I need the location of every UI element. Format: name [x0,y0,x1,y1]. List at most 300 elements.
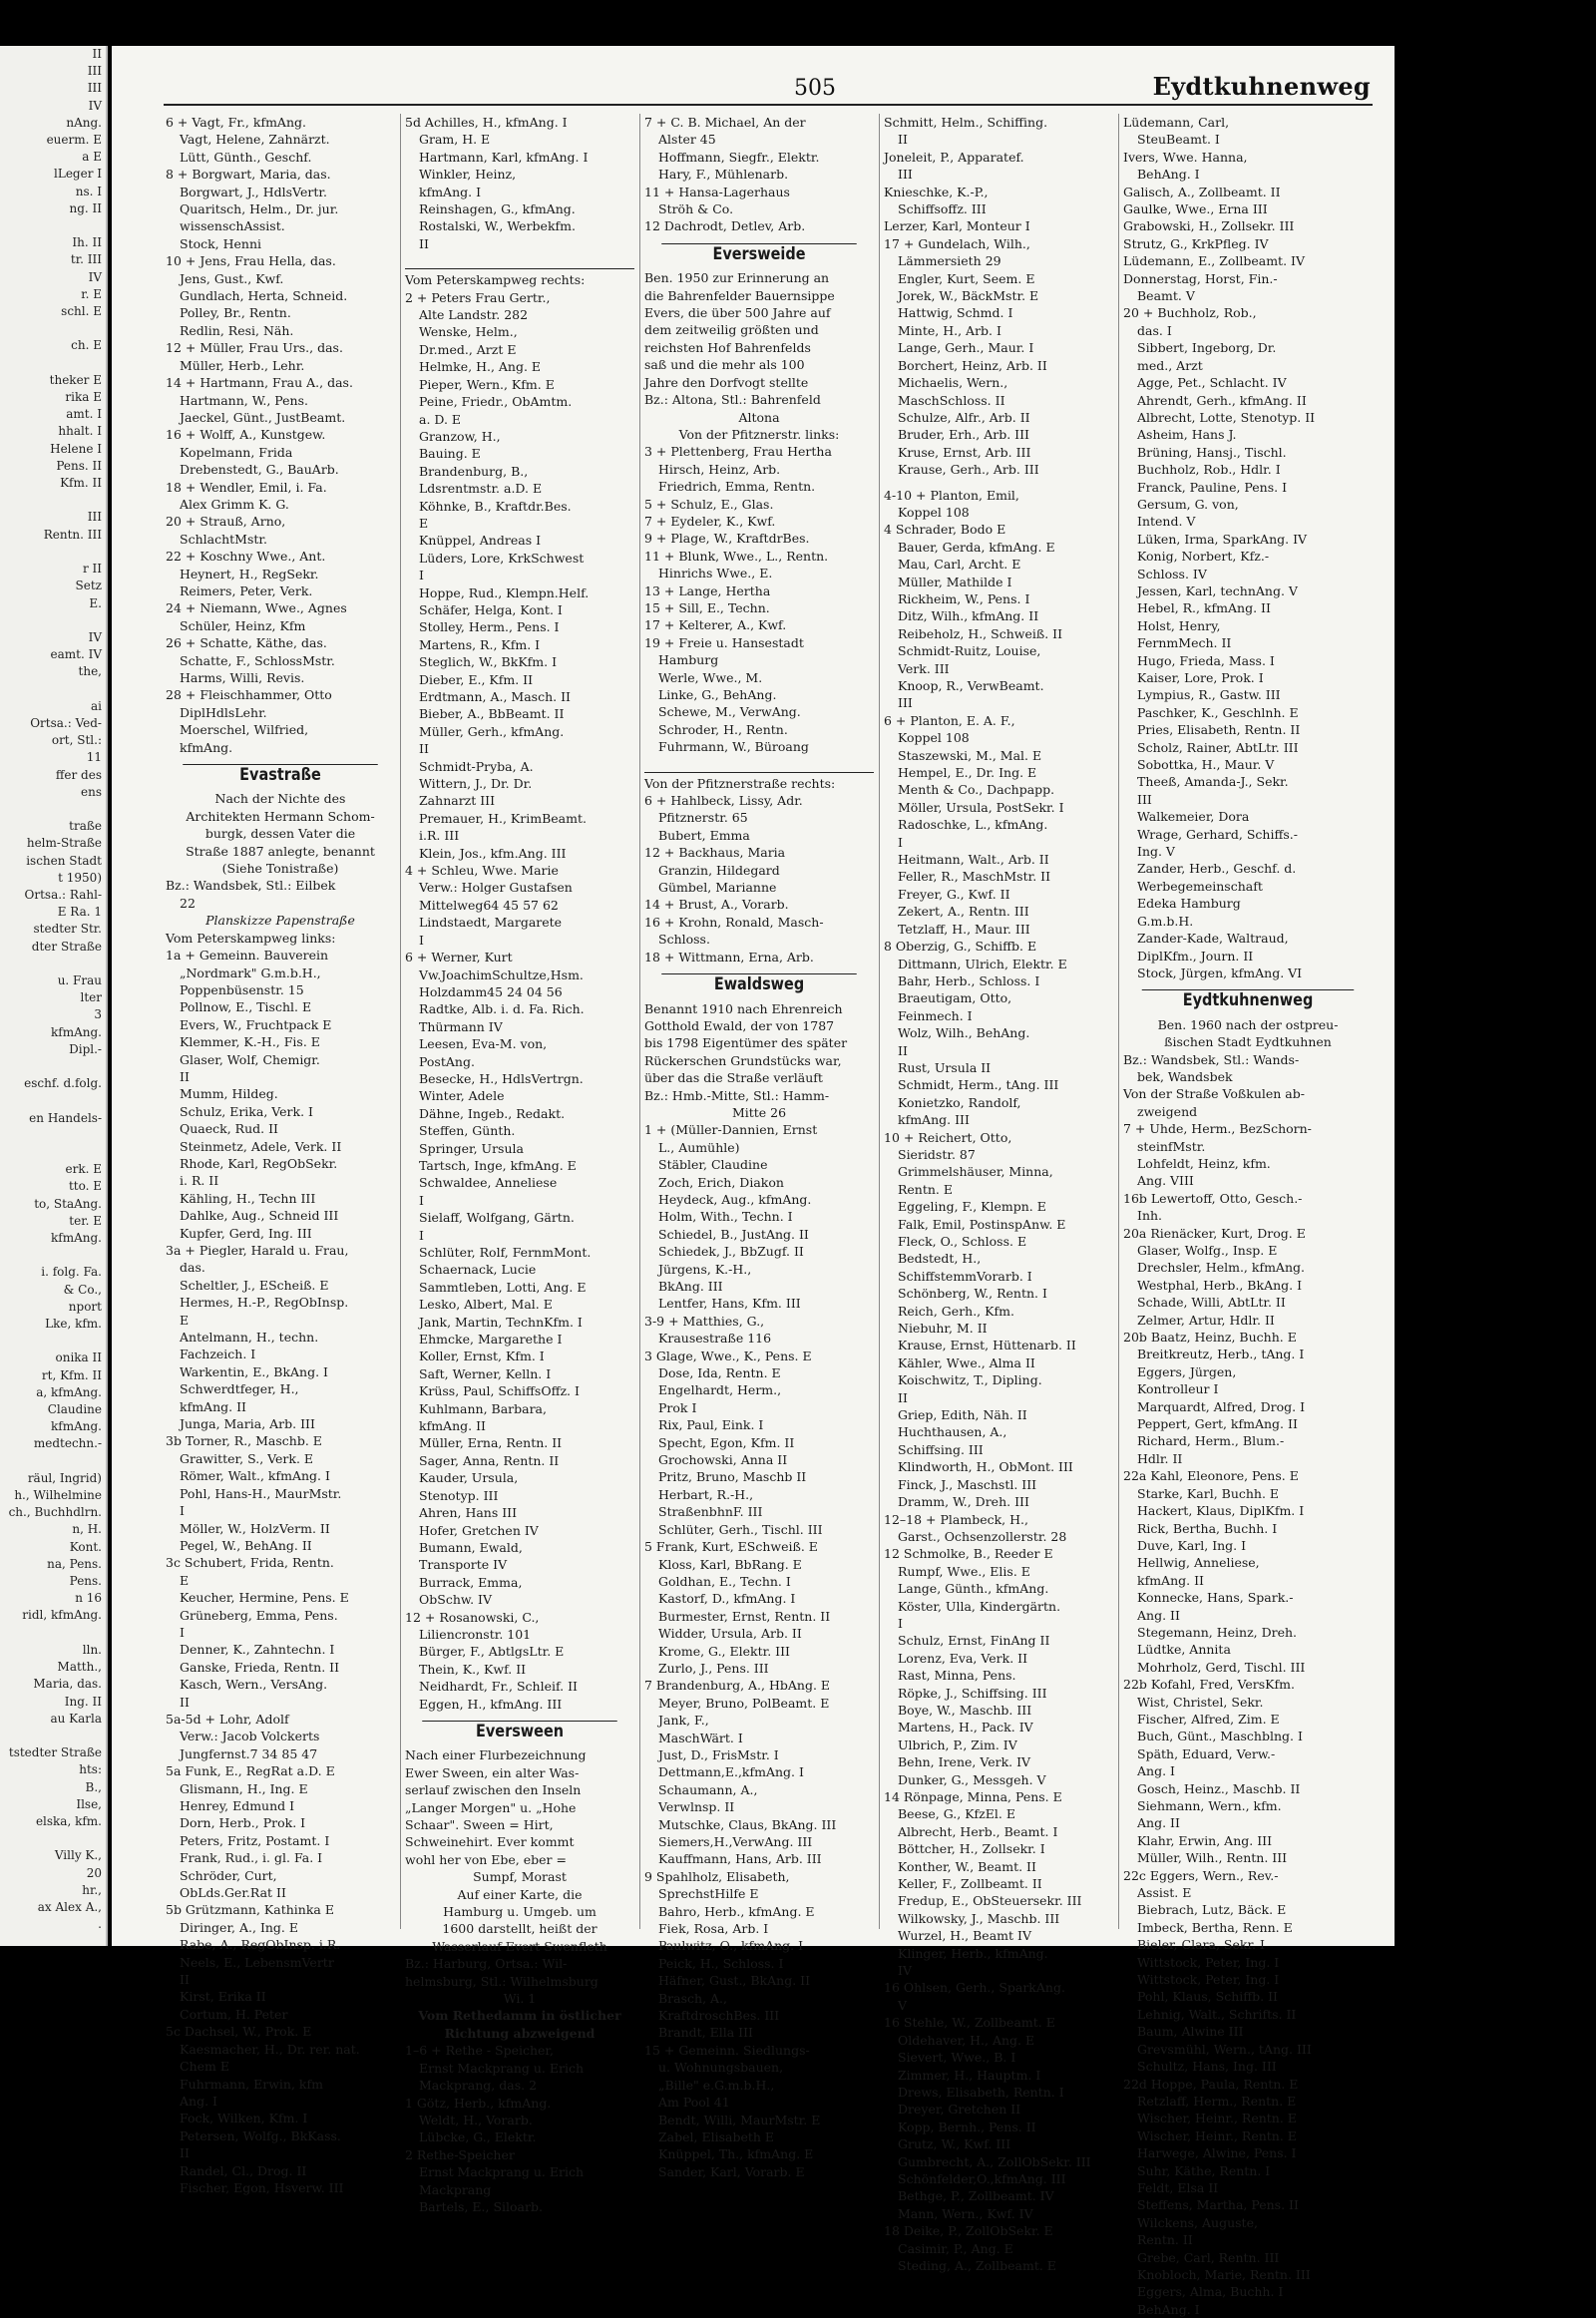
address-entry: Donnerstag, Horst, Fin.- [1123,270,1278,286]
resident-entry: Holst, Henry, [1137,617,1221,633]
resident-entry: Lange, Gerh., Maur. I [898,340,1034,356]
resident-entry: III [1137,791,1152,807]
resident-entry: Dähne, Ingeb., Redakt. [419,1105,566,1121]
resident-entry: Buch, Günt., Maschblng. I [1137,1729,1303,1744]
address-entry: 6 + Vagt, Fr., kfmAng. [166,115,306,130]
prev-page-line: en Handels- [29,1110,102,1125]
resident-entry: Sibbert, Ingeborg, Dr. [1137,340,1277,356]
resident-entry: Feller, R., MaschMstr. II [898,869,1051,885]
street-note: saß und die mehr als 100 [644,357,805,373]
prev-page-line: traße [69,819,102,834]
resident-entry: Buchholz, Rob., Hdlr. I [1137,462,1281,478]
resident-entry: Tetzlaff, H., Maur. III [898,921,1030,937]
resident-entry: Gersum, G. von, [1137,496,1239,512]
resident-entry: Frank, Rud., i. gl. Fa. I [180,1850,323,1866]
resident-entry: Mann, Wern., Kwf. IV [898,2205,1033,2221]
resident-entry: Köster, Ulla, Kindergärtn. [898,1598,1061,1614]
resident-entry: III [898,167,913,183]
address-entry: 11 + Blunk, Wwe., L., Rentn. [644,548,829,564]
resident-entry: Konnecke, Hans, Spark.- [1137,1590,1294,1606]
resident-entry: Lämmersieth 29 [898,253,1001,269]
resident-entry: Verw.: Holger Gustafsen [419,880,573,896]
resident-entry: med., Arzt [1137,357,1203,373]
resident-entry: Scholz, Rainer, AbtLtr. III [1137,739,1299,755]
address-entry: 1 + (Müller-Dannien, Ernst [644,1122,818,1138]
street-heading: Ewaldsweg [661,973,857,993]
resident-entry: Knüppel, Th., kfmAng. E [658,2146,814,2162]
address-entry: 7 Brandenburg, A., HbAng. E [644,1678,831,1694]
resident-entry: Grutz, W., Kwf. III [898,2136,1011,2152]
resident-entry: Gram, H. E [419,132,491,148]
resident-entry: Lehnig, Walt., Schrifts. II [1137,2006,1297,2022]
resident-entry: Sieridstr. 87 [898,1146,976,1162]
address-entry: 5 + Schulz, E., Glas. [644,496,774,512]
address-entry: Von der Straße Voßkulen ab- [1123,1086,1305,1102]
prev-page-line: ter. E [69,1213,102,1228]
prev-page-line: helm-Straße [26,836,102,851]
resident-entry: PostAng. [419,1053,475,1069]
resident-entry: Häfner, Gust., BkAng. II [658,1973,811,1989]
resident-entry: Fock, Wilken, Kfm. I [180,2111,308,2126]
prev-page-line: schl. E [61,304,102,319]
resident-entry: Ganske, Frieda, Rentn. II [180,1659,340,1675]
prev-page-line [0,801,106,818]
resident-entry: Konietzko, Randolf, [898,1094,1021,1110]
resident-entry: Peick, H., Schloss. I [658,1955,784,1971]
resident-entry: Steinmetz, Adele, Verk. II [180,1138,342,1154]
resident-entry: Antelmann, H., techn. [180,1330,319,1346]
prev-page-line: Maria, das. [33,1677,102,1692]
resident-entry: kfmAng. II [1137,1572,1204,1588]
resident-entry: Burmester, Ernst, Rentn. II [658,1608,831,1624]
resident-entry: Dieber, E., Kfm. II [419,671,534,687]
resident-entry: Jank, F., [658,1713,709,1729]
resident-entry: Brandenburg, B., [419,463,529,479]
resident-entry: II [180,1068,190,1084]
resident-entry: Kähler, Wwe., Alma II [898,1354,1035,1370]
resident-entry: Schiedek, J., BbZugf. II [658,1244,804,1260]
resident-entry: Lüdtke, Annita [1137,1642,1231,1658]
resident-entry: Siehmann, Wern., kfm. [1137,1798,1282,1813]
prev-page-line: lln. [82,1642,102,1657]
resident-entry: Imbeck, Bertha, Renn. E [1137,1919,1293,1935]
resident-entry: Möller, Ursula, PostSekr. I [898,799,1064,815]
resident-entry: Schiedel, B., JustAng. II [658,1226,809,1242]
prev-page-line: amt. I [66,407,102,422]
prev-page-line: Helene I [50,441,102,456]
resident-entry: Harwege, Alwine, Pens. I [1137,2145,1297,2161]
resident-entry: Krausestraße 116 [658,1331,772,1347]
resident-entry: Zekert, A., Rentn. III [898,904,1029,920]
resident-entry: Helmke, H., Ang. E [419,359,542,375]
resident-entry: Starke, Karl, Buchh. E [1137,1485,1280,1501]
prev-page-line: rika E [65,390,102,405]
resident-entry: Albrecht, Lotte, Stenotyp. II [1137,409,1316,425]
resident-entry: Leesen, Eva-M. von, [419,1036,548,1052]
resident-entry: Jürgens, K.-H., [658,1261,752,1277]
address-entry: 16b Lewertoff, Otto, Gesch.- [1123,1190,1303,1206]
resident-entry: Springer, Ursula [419,1140,524,1156]
resident-entry: Schewe, M., VerwAng. [658,704,801,720]
prev-page-line: tr. III [70,252,102,267]
resident-entry: Wolz, Wilh., BehAng. [898,1025,1030,1041]
resident-entry: Sander, Karl, Vorarb. E [658,2163,805,2179]
column-2 [405,114,634,2214]
resident-entry: II [180,1972,190,1988]
resident-entry: Kruse, Ernst, Arb. III [898,444,1031,460]
address-entry: 20b Baatz, Heinz, Buchh. E [1123,1330,1297,1346]
resident-entry: Niebuhr, M. II [898,1321,988,1337]
street-heading: Evastraße [183,764,378,784]
resident-entry: Kaiser, Lore, Prok. I [1137,670,1264,685]
resident-entry: Lohfeldt, Heinz, kfm. [1137,1155,1271,1171]
resident-entry: Kopelmann, Frida [180,444,293,460]
prev-page-line: r. E [81,286,102,301]
street-note: bis 1798 Eigentümer des später [644,1035,848,1051]
street-note: serlauf zwischen den Inseln [405,1782,582,1798]
prev-page-line: n, H. [72,1522,102,1537]
resident-entry: Franck, Pauline, Pens. I [1137,479,1288,495]
resident-entry: Hoppe, Rud., Klempn.Helf. [419,584,590,600]
resident-entry: Schatte, F., SchlossMstr. [180,652,335,668]
address-entry: Von der Pfitznerstraße rechts: [644,772,874,792]
resident-entry: Denner, K., Zahntechn. I [180,1642,335,1658]
resident-entry: Theeß, Amanda-J., Sekr. [1137,774,1289,790]
resident-entry: Bendt, Willi, MaurMstr. E [658,2112,821,2127]
resident-entry: V [898,1997,908,2013]
resident-entry: Harms, Willi, Revis. [180,670,305,685]
resident-entry: KraftdroschBes. III [658,2008,780,2024]
resident-entry: II [180,2145,190,2161]
resident-entry: SprechstHilfe E [658,1886,759,1902]
resident-entry: Ernst Mackprang u. Erich [419,2060,584,2076]
column-divider [400,114,401,1929]
resident-entry: Fredup, E., ObSteuersekr. III [898,1893,1082,1909]
street-note: Evers, die über 500 Jahre auf [644,305,831,321]
resident-entry: Holm, With., Techn. I [658,1209,793,1225]
resident-entry: Schwerdtfeger, H., [180,1381,299,1397]
resident-entry: Hempel, E., Dr. Ing. E [898,765,1037,781]
resident-entry: Freyer, G., Kwf. II [898,886,1010,902]
resident-entry: Erdtmann, A., Masch. II [419,689,571,704]
resident-entry: Alex Grimm K. G. [180,496,289,512]
resident-entry: Klinger, Herb., kfmAng. [898,1945,1048,1961]
resident-entry: Werbegemeinschaft [1137,878,1263,894]
resident-entry: Bubert, Emma [658,827,750,843]
resident-entry: Kaesmacher, H., Dr. rer. nat. [180,2041,360,2057]
resident-entry: Ströh & Co. [658,201,734,217]
resident-entry: Ang. I [180,2093,217,2109]
resident-entry: steinfMstr. [1137,1138,1206,1154]
prev-page-line [0,612,106,629]
resident-entry: Randel, Cl., Drog. II [180,2162,307,2178]
street-note: Jahre den Dorfvogt stellte [644,374,809,390]
prev-page-line [0,544,106,561]
resident-entry: Schulz, Erika, Verk. I [180,1103,313,1119]
resident-entry: Mutschke, Claus, BkAng. III [658,1816,837,1832]
resident-entry: II [419,235,429,251]
resident-entry: Am Pool 41 [658,2095,730,2111]
resident-entry: E [419,515,429,531]
address-entry: 14 + Brust, A., Vorarb. [644,897,789,913]
column-4 [884,114,1113,2273]
resident-entry: Sammtleben, Lotti, Ang. E [419,1279,587,1295]
resident-entry: Schmidt-Ruitz, Louise, [898,643,1041,659]
resident-entry: kfmAng. [180,739,233,755]
address-entry: 17 + Kelterer, A., Kwf. [644,617,787,633]
prev-page-line: lter [80,990,102,1005]
resident-entry: Henrey, Edmund I [180,1798,295,1813]
address-entry: 22b Kofahl, Fred, VersKfm. [1123,1677,1295,1693]
street-heading: Eversweide [661,243,857,263]
resident-entry: Pollnow, E., Tischl. E [180,999,312,1015]
resident-entry: Sobottka, H., Maur. V [1137,757,1275,773]
resident-entry: Menth & Co., Dachpapp. [898,782,1055,798]
address-entry: 18 Deike, P., ZollObSekr. E [884,2223,1053,2239]
resident-entry: Grüneberg, Emma, Pens. [180,1607,338,1623]
address-entry: 5 Frank, Kurt, ESchweiß. E [644,1539,818,1555]
resident-entry: Beamt. V [1137,288,1195,304]
prev-page-line: ng. II [69,200,102,215]
resident-entry: Ehmcke, Margarethe I [419,1332,563,1348]
address-entry: 18 + Wittmann, Erna, Arb. [644,949,814,965]
address-entry: 14 Rönpage, Minna, Pens. E [884,1789,1062,1804]
resident-entry: Zelmer, Artur, Hdlr. II [1137,1312,1275,1328]
resident-entry: Römer, Walt., kfmAng. I [180,1468,330,1484]
prev-page-line: au Karla [50,1711,102,1726]
resident-entry: Retzlaff, Herm., Rentn. E [1137,2093,1297,2109]
prev-page-line: rt, Kfm. II [41,1367,102,1382]
resident-entry: Rhode, Karl, RegObSekr. [180,1155,338,1171]
street-note: reichsten Hof Bahrenfelds [644,339,811,355]
address-entry: 16 + Krohn, Ronald, Masch- [644,914,824,930]
address-entry: Vom Peterskampweg links: [166,930,336,946]
resident-entry: Martens, H., Pack. IV [898,1720,1033,1736]
resident-entry: Hamburg [658,652,719,668]
resident-entry: Intend. V [1137,514,1196,530]
resident-entry: zweigend [1137,1103,1198,1119]
prev-page-line [0,355,106,372]
resident-entry: Pritz, Bruno, Maschb II [658,1469,807,1485]
column-divider [639,114,640,1929]
resident-entry: Stolley, Herm., Pens. I [419,619,560,635]
resident-entry: Liliencronstr. 101 [419,1626,532,1642]
resident-entry: Fiek, Rosa, Arb. I [658,1921,769,1937]
resident-entry: Bahr, Herb., Schloss. I [898,972,1040,988]
address-entry: Bz.: Altona, Stl.: Bahrenfeld [644,392,821,408]
address-entry: 26 + Schatte, Käthe, das. [166,635,327,651]
resident-entry: Hackert, Klaus, DiplKfm. I [1137,1503,1305,1519]
prev-page-line [0,492,106,509]
prev-page-line: hr., [82,1882,102,1897]
resident-entry: I [898,834,903,850]
resident-entry: SteuBeamt. I [1137,132,1220,148]
prev-page-line [0,956,106,972]
resident-entry: III [898,695,913,711]
resident-entry: Schulze, Alfr., Arb. II [898,409,1030,425]
resident-entry: Richard, Herm., Blum.- [1137,1433,1285,1449]
address-entry: 6 + Hahlbeck, Lissy, Adr. [644,793,803,809]
resident-entry: Ditz, Wilh., kfmAng. II [898,608,1039,624]
resident-entry: Mumm, Hildeg. [180,1086,278,1102]
resident-entry: E [180,1572,190,1588]
address-entry: 18 + Wendler, Emil, i. Fa. [166,479,327,495]
address-entry: 16 + Wolff, A., Kunstgew. [166,427,326,443]
street-note: Mitte 26 [731,1104,787,1120]
resident-entry: Wilkowsky, J., Maschb. III [898,1910,1060,1926]
resident-entry: Hermes, H.-P., RegObInsp. [180,1295,349,1311]
resident-entry: Heitmann, Walt., Arb. II [898,852,1049,868]
resident-entry: Polley, Br., Rentn. [180,305,291,321]
resident-entry: Koppel 108 [898,504,970,520]
resident-entry: Lesko, Albert, Mal. E [419,1297,553,1313]
resident-entry: Kloss, Karl, BbRang. E [658,1556,802,1572]
prev-page-line: i. folg. Fa. [41,1265,102,1280]
resident-entry: a. D. E [419,411,462,427]
street-note: Vom Rethedamm in östlicher [418,2008,621,2024]
resident-entry: Quaeck, Rud. II [180,1121,278,1137]
resident-entry: Schmidt-Pryba, A. [419,758,534,774]
resident-entry: Glismann, H., Ing. E [180,1780,308,1796]
resident-entry: Knobloch, Marie, Rentn. III [1137,2266,1311,2282]
resident-entry: Peters, Fritz, Postamt. I [180,1832,330,1848]
resident-entry: I [180,1503,185,1519]
resident-entry: Späth, Eduard, Verw.- [1137,1745,1276,1761]
resident-entry: SchiffstemmVorarb. I [898,1268,1032,1284]
address-entry: Schmitt, Helm., Schiffing. [884,115,1048,130]
resident-entry: Asheim, Hans J. [1137,427,1237,443]
resident-entry: Grawitter, S., Verk. E [180,1450,314,1466]
resident-entry: Neels, E., LebensmVertr [180,1954,334,1970]
prev-page-line: elska, kfm. [35,1813,102,1828]
resident-entry: „Bille" e.G.m.b.H., [658,2077,775,2093]
resident-entry: II [898,1042,908,1058]
resident-entry: Bieber, A., BbBeamt. II [419,706,565,722]
resident-entry: Burrack, Emma, [419,1574,523,1590]
resident-entry: Schulz, Ernst, FinAng II [898,1633,1050,1649]
resident-entry: Pries, Elisabeth, Rentn. II [1137,722,1301,738]
street-note: Nach der Nichte des [214,791,346,807]
resident-entry: Kauffmann, Hans, Arb. III [658,1851,822,1867]
resident-entry: Stäbler, Claudine [658,1157,768,1173]
resident-entry: Jaeckel, Günt., JustBeamt. [180,409,346,425]
address-entry: 12–18 + Plambeck, H., [884,1511,1028,1527]
address-entry: 10 + Jens, Frau Hella, das. [166,253,336,269]
column-divider [1118,114,1119,1929]
street-note: Ewer Sween, ein alter Was- [405,1764,580,1780]
resident-entry: Steding, A., Zollbeamt. E [898,2257,1056,2273]
resident-entry: Hugo, Frieda, Mass. I [1137,652,1275,668]
street-note: 1600 darstellt, heißt der [442,1921,598,1937]
resident-entry: Kupfer, Gerd, Ing. III [180,1225,312,1241]
resident-entry: Lindstaedt, Margarete [419,915,563,931]
resident-entry: Ang. II [1137,1607,1180,1623]
resident-entry: Werle, Wwe., M. [658,669,763,685]
resident-entry: Sievert, Wwe., B. I [898,2050,1016,2066]
prev-page-line: ax Alex A., [37,1899,102,1914]
resident-entry: Thürmann IV [419,1018,503,1034]
prev-page-line: tto. E [68,1179,102,1194]
address-entry: 8 Oberzig, G., Schiffb. E [884,939,1037,955]
resident-entry: BehAng. I [1137,2301,1200,2317]
resident-entry: Moerschel, Wilfried, [180,722,309,738]
prev-page-line: IV [88,98,102,113]
prev-page-line: 11 [86,750,102,765]
resident-entry: Schiffsing. III [898,1441,984,1457]
prev-page-line: Ortsa.: Ved- [30,715,102,730]
prev-page-line: ort, Stl.: [51,733,102,748]
resident-entry: Duve, Karl, Ing. I [1137,1537,1247,1553]
resident-entry: I [419,1227,424,1243]
resident-entry: kfmAng. I [419,184,482,199]
address-entry: 3a + Piegler, Harald u. Frau, [166,1243,349,1258]
resident-entry: 22 [180,895,196,911]
resident-entry: Müller, Mathilde I [898,574,1012,589]
prev-page-line: Pens. [69,1574,102,1589]
resident-entry: DiplHdlsLehr. [180,704,267,720]
address-entry: 5c Dachsel, W., Prok. E [166,2024,312,2040]
resident-entry: Rickheim, W., Pens. I [898,590,1030,606]
address-entry: 15 + Gemeinn. Siedlungs- [644,2042,810,2058]
resident-entry: Lütt, Günth., Geschf. [180,149,312,165]
address-entry: 8 + Borgwart, Maria, das. [166,167,331,183]
resident-entry: Lübcke, G., Elektr. [419,2129,537,2145]
resident-entry: II [419,741,429,757]
prev-page-line: the, [78,664,102,679]
resident-entry: Schmidt, Herm., tAng. III [898,1077,1059,1093]
resident-entry: Pieper, Wern., Kfm. E [419,376,555,392]
street-note: Ben. 1950 zur Erinnerung an [644,270,830,286]
column-5 [1123,114,1373,2317]
street-note: Schweinehirt. Ever kommt [405,1834,575,1850]
prev-page-line: Rentn. III [43,527,102,542]
address-entry: Bz.: Wandsbek, Stl.: Wands- [1123,1051,1300,1067]
address-entry: 17 + Gundelach, Wilh., [884,235,1030,251]
resident-entry: Koischwitz, T., Dipling. [898,1372,1042,1388]
resident-entry: SchlachtMstr. [180,531,267,547]
resident-entry: L., Aumühle) [658,1139,740,1155]
resident-entry: I [419,1192,424,1208]
resident-entry: Eggen, H., kfmAng. III [419,1696,563,1712]
resident-entry: Schade, Willi, AbtLtr. II [1137,1295,1286,1311]
resident-entry: wissenschAssist. [180,218,285,234]
prev-page-line: medtechn.- [33,1436,102,1451]
resident-entry: Ahren, Hans III [419,1505,518,1521]
spacer [884,479,1113,487]
resident-entry: Transporte IV [419,1557,508,1573]
resident-entry: Stock, Jürgen, kfmAng. VI [1137,965,1303,980]
resident-entry: Wilckens, Auguste, [1137,2214,1258,2230]
resident-entry: Alte Landstr. 282 [419,307,529,323]
prev-page-line: Ortsa.: Rahl- [24,887,102,902]
street-note: Rückerschen Grundstücks war, [644,1052,842,1068]
prev-page-line [0,1830,106,1847]
resident-entry: Fuhrmann, W., Büroang [658,739,809,755]
address-entry: 20a Rienäcker, Kurt, Drog. E [1123,1225,1306,1241]
resident-entry: Rentn. E [898,1181,954,1197]
resident-entry: Jessen, Karl, technAng. V [1137,582,1298,598]
street-heading: Eversween [422,1721,617,1740]
resident-entry: ObLds.Ger.Rat II [180,1885,286,1901]
resident-entry: G.m.b.H. [1137,913,1194,929]
address-entry: 3c Schubert, Frida, Rentn. [166,1555,334,1571]
resident-entry: Klindworth, H., ObMont. III [898,1459,1073,1475]
address-entry: Knieschke, K.-P., [884,184,989,199]
prev-page-line: hhalt. I [58,424,102,439]
resident-entry: Schloss. [658,932,710,948]
resident-entry: Quaritsch, Helm., Dr. jur. [180,201,339,217]
street-note: Richtung abzweigend [444,2025,596,2041]
